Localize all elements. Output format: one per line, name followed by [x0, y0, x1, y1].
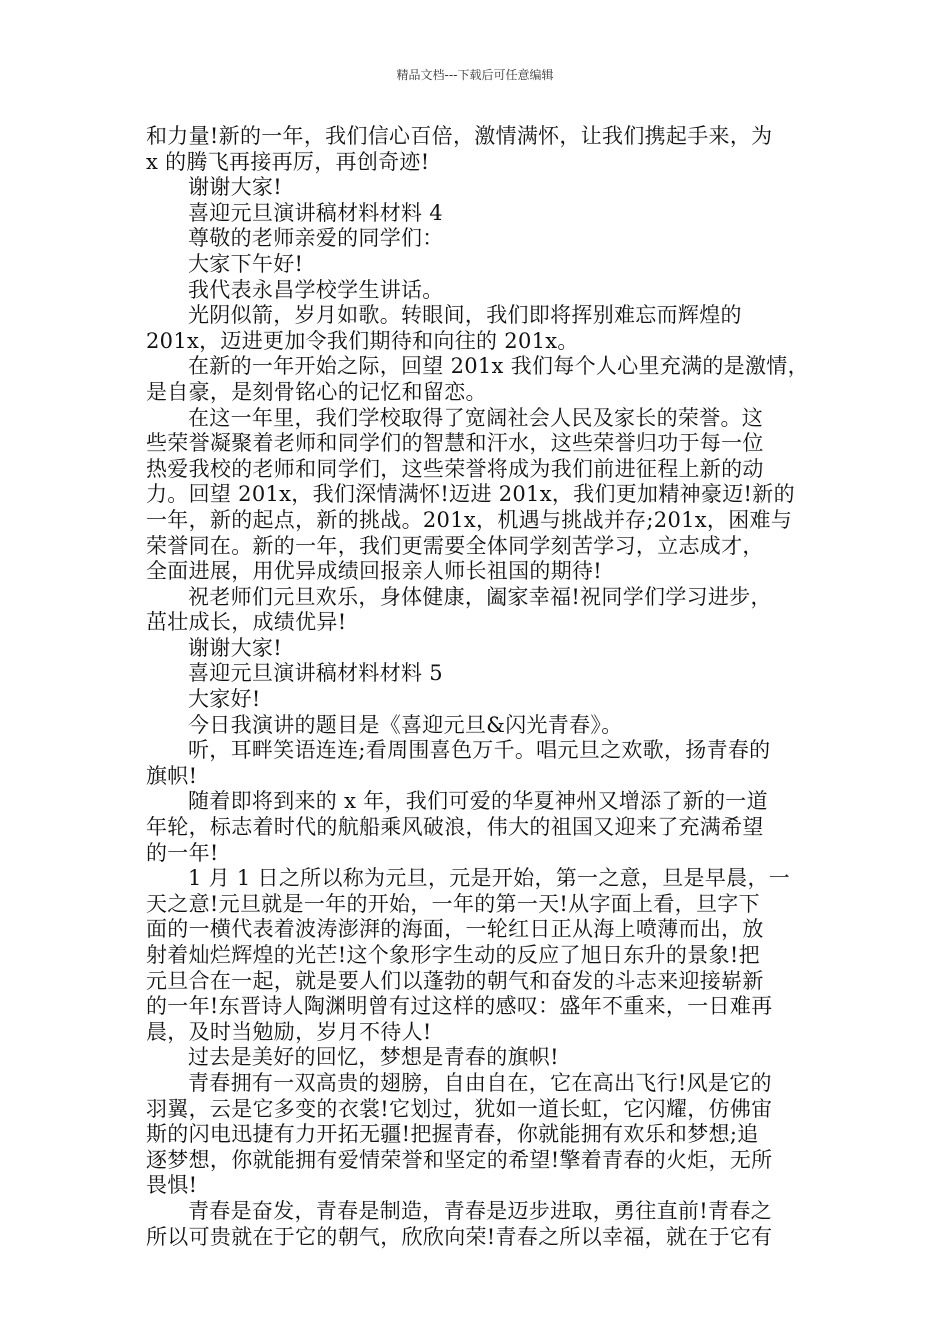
text-line: 旗帜!: [146, 763, 198, 788]
text-line: 些荣誉凝聚着老师和同学们的智慧和汗水，这些荣誉归功于每一位: [146, 431, 764, 456]
text-line: 尊敬的老师亲爱的同学们：: [188, 226, 444, 251]
text-line: 斯的闪电迅捷有力开拓无疆!把握青春，你就能拥有欢乐和梦想;追: [146, 1122, 759, 1147]
text-line: 谢谢大家!: [188, 175, 282, 200]
text-line: 面的一横代表着波涛澎湃的海面，一轮红日正从海上喷薄而出，放: [146, 917, 764, 942]
text-line: 青春拥有一双高贵的翅膀，自由自在，它在高出飞行!风是它的: [188, 1070, 772, 1095]
text-line: 的一年!东晋诗人陶渊明曾有过这样的感叹：盛年不重来，一日难再: [146, 994, 773, 1019]
text-line: x 的腾飞再接再厉，再创奇迹!: [146, 149, 430, 174]
text-line: 全面进展，用优异成绩回报亲人师长祖国的期待!: [146, 559, 603, 584]
text-line: 随着即将到来的 x 年，我们可爱的华夏神州又增添了新的一道: [188, 789, 768, 814]
text-line: 一年，新的起点，新的挑战。201x，机遇与挑战并存;201x，困难与: [146, 507, 793, 532]
text-line: 在这一年里，我们学校取得了宽阔社会人民及家长的荣誉。这: [188, 405, 764, 430]
text-line: 射着灿烂辉煌的光芒!这个象形字生动的反应了旭日东升的景象!把: [146, 943, 760, 967]
text-line: 所以可贵就在于它的朝气，欣欣向荣!青春之所以幸福，就在于它有: [146, 1224, 773, 1249]
text-line: 1 月 1 日之所以称为元旦，元是开始，第一之意，旦是早晨，一: [188, 866, 791, 891]
text-line: 力。回望 201x，我们深情满怀!迈进 201x，我们更加精神豪迈!新的: [146, 482, 795, 507]
text-line: 大家下午好!: [188, 251, 304, 276]
text-line: 茁壮成长，成绩优异!: [146, 610, 347, 635]
text-line: 畏惧!: [146, 1173, 198, 1198]
text-line: 和力量!新的一年，我们信心百倍，激情满怀，让我们携起手来，为: [146, 124, 773, 148]
text-line: 今日我演讲的题目是《喜迎元旦&闪光青春》。: [188, 712, 623, 737]
text-line: 听，耳畔笑语连连;看周围喜色万千。唱元旦之欢歌，扬青春的: [188, 738, 771, 763]
text-line: 青春是奋发，青春是制造，青春是迈步进取，勇往直前!青春之: [188, 1198, 772, 1223]
text-line: 年轮，标志着时代的航船乘风破浪，伟大的祖国又迎来了充满希望: [146, 815, 764, 840]
text-line: 晨，及时当勉励，岁月不待人!: [146, 1019, 432, 1044]
text-line: 大家好!: [188, 687, 261, 712]
text-line: 荣誉同在。新的一年，我们更需要全体同学刻苦学习，立志成才，: [146, 533, 764, 558]
text-line: 过去是美好的回忆，梦想是青春的旗帜!: [188, 1045, 559, 1070]
text-line: 我代表永昌学校学生讲话。: [188, 277, 444, 302]
text-line: 谢谢大家!: [188, 635, 282, 660]
page-header: 精品文档---下载后可任意编辑: [396, 68, 554, 82]
text-line: 是自豪，是刻骨铭心的记忆和留恋。: [146, 379, 487, 404]
text-line: 的一年!: [146, 840, 219, 865]
text-line: 祝老师们元旦欢乐，身体健康，阖家幸福!祝同学们学习进步，: [188, 584, 772, 609]
text-line: 天之意!元旦就是一年的开始，一年的第一天!从字面上看，旦字下: [146, 891, 760, 916]
text-line: 逐梦想，你就能拥有爱情荣誉和坚定的希望!擎着青春的火炬，无所: [146, 1147, 773, 1172]
text-line: 喜迎元旦演讲稿材料材料 4: [188, 200, 443, 225]
text-line: 喜迎元旦演讲稿材料材料 5: [188, 661, 443, 686]
text-line: 在新的一年开始之际，回望 201x 我们每个人心里充满的是激情，: [188, 354, 809, 379]
text-line: 羽翼，云是它多变的衣裳!它划过，犹如一道长虹，它闪耀，仿佛宙: [146, 1096, 773, 1121]
text-line: 光阴似箭，岁月如歌。转眼间，我们即将挥别难忘而辉煌的: [188, 303, 742, 328]
document-body: [146, 124, 814, 1250]
text-line: 热爱我校的老师和同学们，这些荣誉将成为我们前进征程上新的动: [146, 456, 764, 481]
text-line: 201x，迈进更加令我们期待和向往的 201x。: [146, 328, 579, 353]
text-line: 元旦合在一起，就是要人们以蓬勃的朝气和奋发的斗志来迎接崭新: [146, 968, 764, 993]
